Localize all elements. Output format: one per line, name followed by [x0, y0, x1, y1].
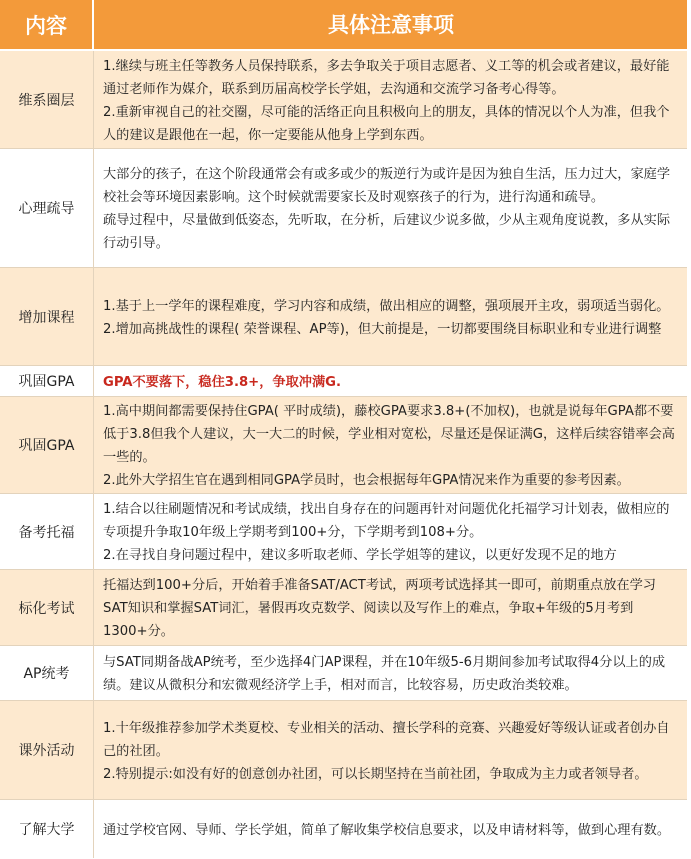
row-line: 1.结合以往刷题情况和考试成绩，找出自身存在的问题再针对问题优化托福学习计划表，做相应的专项提升争取10年级上学期考到100+分，下学期考到108+分。	[103, 502, 670, 540]
table-header	[0, 0, 687, 51]
row-line: 1.十年级推荐参加学术类夏校、专业相关的活动、擅长学科的竞赛、兴趣爱好等级认证或者创办自己的社团。	[103, 720, 670, 759]
row-line: 疏导过程中，尽量做到低姿态，先听取，在分析，后建议少说多做，少从主观角度说教，多从实际行动引导。	[103, 213, 671, 251]
table-row	[0, 51, 687, 149]
row-text	[94, 397, 687, 493]
row-text	[94, 149, 687, 267]
row-text	[94, 800, 687, 858]
table-row	[0, 800, 687, 858]
row-line: 2.特别提示:如没有好的创意创办社团，可以长期坚持在当前社团，争取成为主力或者领导者。	[103, 766, 648, 782]
table-row	[0, 366, 687, 397]
row-text	[94, 570, 687, 645]
table-row	[0, 268, 687, 366]
row-label: 标化考试	[0, 570, 94, 645]
row-label: 巩固GPA	[0, 397, 94, 493]
row-text	[94, 366, 687, 396]
row-line: 1.继续与班主任等教务人员保持联系，多去争取关于项目志愿者、义工等的机会或者建议，最好能通过老师作为媒介，联系到历届高校学长学姐，去沟通和交流学习备考心得等。	[103, 58, 670, 97]
row-line: 1.高中期间都需要保持住GPA( 平时成绩)，藤校GPA要求3.8+(不加权)，也就是说每年GPA都不要低于3.8但我个人建议，大一大二的时候，学业相对宽松，尽量还是保证满G，这样后续容错率会高一些的。	[103, 404, 675, 465]
row-label: 课外活动	[0, 701, 94, 799]
table-row	[0, 397, 687, 494]
row-text	[94, 646, 687, 700]
table-row	[0, 701, 687, 800]
row-line: 2.在寻找自身问题过程中，建议多听取老师、学长学姐等的建议，以更好发现不足的地方	[103, 548, 617, 563]
row-text	[94, 268, 687, 365]
row-line-highlight: GPA不要落下，稳住3.8+，争取冲满G.	[103, 374, 341, 390]
row-line: 与SAT同期备战AP统考，至少选择4门AP课程，并在10年级5-6月期间参加考试取得4分以上的成绩。建议从微积分和宏微观经济学上手，相对而言，比较容易，历史政治类较难。	[103, 655, 666, 693]
row-line: 1.基于上一学年的课程难度，学习内容和成绩，做出相应的调整，强项展开主攻，弱项适当弱化。	[103, 298, 670, 314]
row-label: 巩固GPA	[0, 366, 94, 396]
row-text	[94, 701, 687, 799]
row-line: 2.此外大学招生官在遇到相同GPA学员时，也会根据每年GPA情况来作为重要的参考因素。	[103, 473, 630, 488]
table-row	[0, 494, 687, 570]
row-line: 通过学校官网、导师、学长学姐，简单了解收集学校信息要求，以及申请材料等，做到心理有数。	[103, 822, 671, 838]
row-line: 2.重新审视自己的社交圈，尽可能的活络正向且积极向上的朋友，具体的情况以个人为准，但我个人的建议是跟他在一起，你一定要能从他身上学到东西。	[103, 104, 670, 143]
table-row	[0, 149, 687, 268]
row-label: 了解大学	[0, 800, 94, 858]
row-label: AP统考	[0, 646, 94, 700]
row-line: 2.增加高挑战性的课程( 荣誉课程、AP等)，但大前提是，一切都要围绕目标职业和专业进行调整	[103, 321, 662, 337]
row-line: 托福达到100+分后，开始着手准备SAT/ACT考试，两项考试选择其一即可，前期重点放在学习SAT知识和掌握SAT词汇，暑假再攻克数学、阅读以及写作上的难点，争取+年级的5月考到1300+分。	[103, 578, 656, 639]
row-label: 维系圈层	[0, 51, 94, 148]
table-row	[0, 570, 687, 646]
row-text	[94, 494, 687, 569]
table-row	[0, 646, 687, 701]
header-notes: 具体注意事项	[328, 13, 454, 37]
header-content: 内容	[0, 0, 94, 49]
row-label: 备考托福	[0, 494, 94, 569]
row-text	[94, 51, 687, 148]
row-label: 心理疏导	[0, 149, 94, 267]
row-line: 大部分的孩子，在这个阶段通常会有或多或少的叛逆行为或许是因为独自生活，压力过大，家庭学校社会等环境因素影响。这个时候就需要家长及时观察孩子的行为，进行沟通和疏导。	[103, 167, 671, 205]
row-label: 增加课程	[0, 268, 94, 365]
